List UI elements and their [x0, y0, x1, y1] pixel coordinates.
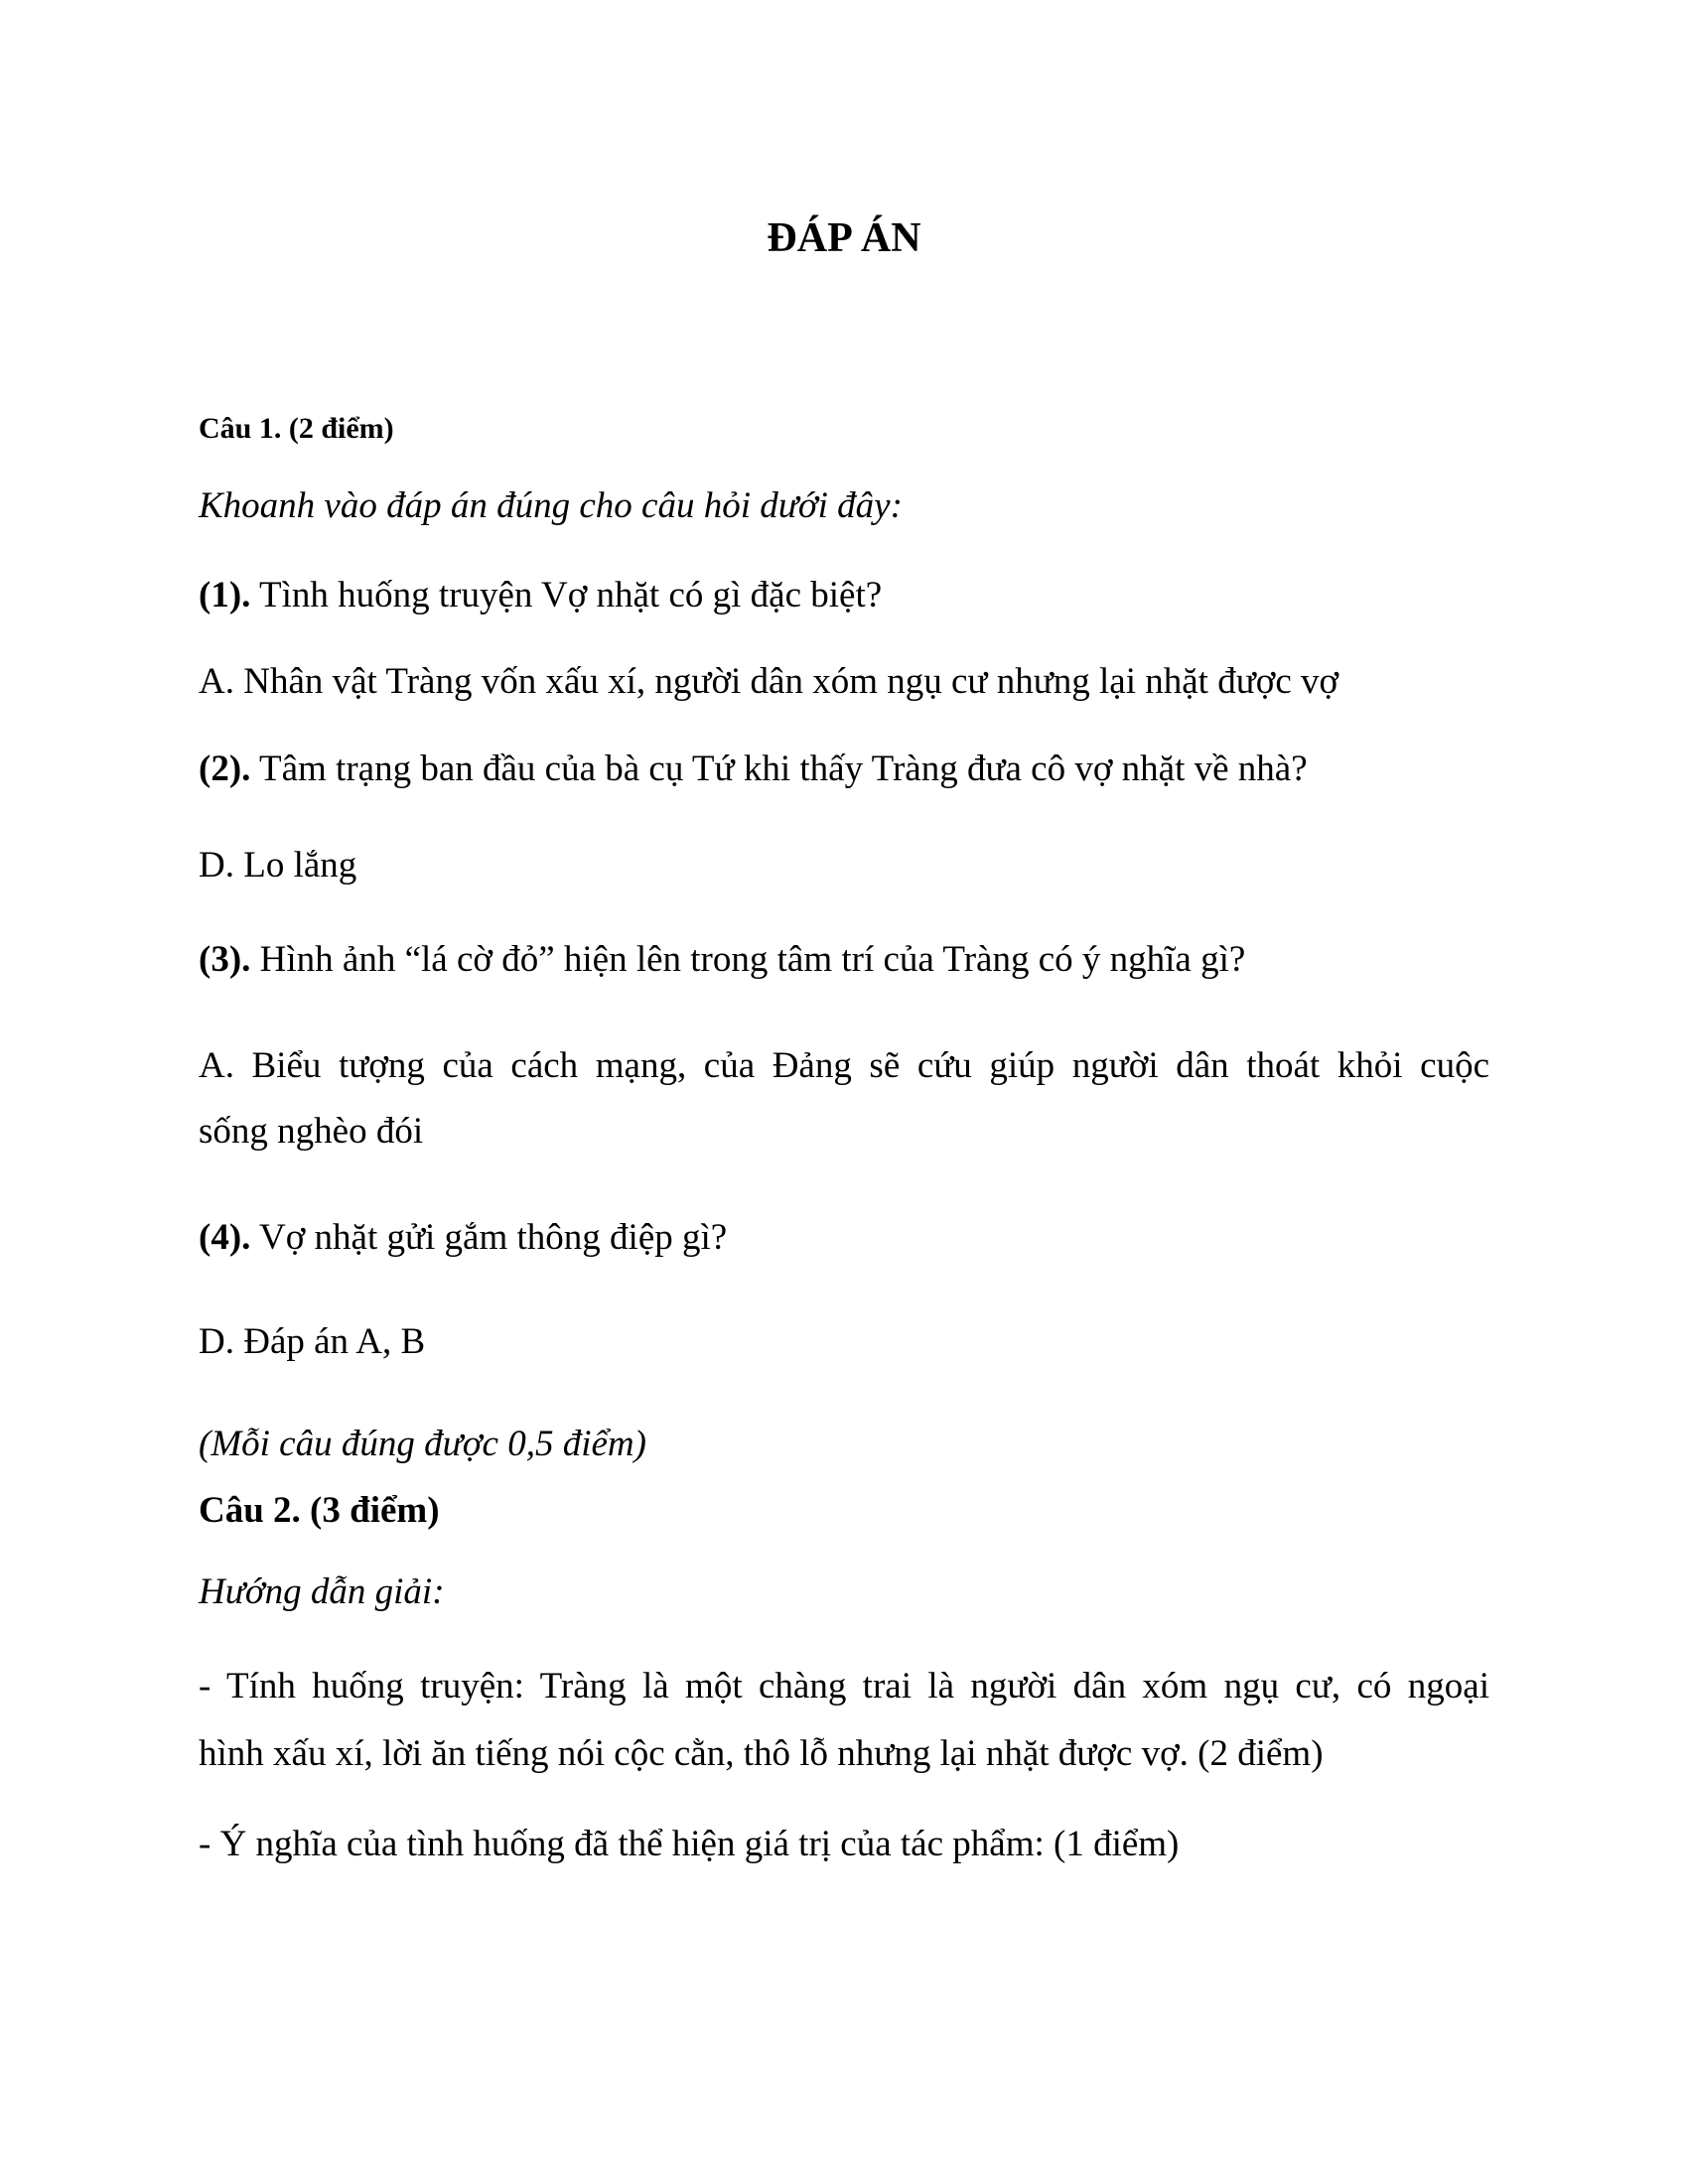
q1-item-2-question — [199, 748, 1308, 791]
question-text: Tâm trạng ban đầu của bà cụ Tứ khi thấy Tràng đưa cô vợ nhặt về nhà? — [250, 749, 1308, 789]
question-text: Hình ảnh “lá cờ đỏ” hiện lên trong tâm trí của Tràng có ý nghĩa gì? — [250, 939, 1246, 980]
page-title: ĐÁP ÁN — [767, 215, 921, 261]
question-number: (2). — [199, 749, 251, 789]
question-number: (1). — [199, 575, 251, 615]
q1-heading: Câu 1. (2 điểm) — [199, 412, 394, 445]
q2-paragraph-2: - Ý nghĩa của tình huống đã thể hiện giá trị của tác phẩm: (1 điểm) — [199, 1824, 1180, 1864]
q2-heading: Câu 2. (3 điểm) — [199, 1490, 440, 1531]
q1-instruction: Khoanh vào đáp án đúng cho câu hỏi dưới đây: — [199, 485, 903, 526]
q1-item-1-question — [199, 574, 882, 617]
q1-item-4-question — [199, 1216, 727, 1260]
q1-scoring-note: (Mỗi câu đúng được 0,5 điểm) — [199, 1424, 646, 1464]
question-number: (4). — [199, 1217, 251, 1258]
q2-guide-label: Hướng dẫn giải: — [199, 1571, 445, 1612]
question-text: Vợ nhặt gửi gắm thông điệp gì? — [250, 1217, 728, 1258]
q1-item-3-answer-line-1: A. Biểu tượng của cách mạng, của Đảng sẽ cứu giúp người dân thoát khỏi cuộc — [199, 1045, 1489, 1086]
question-text: Tình huống truyện Vợ nhặt có gì đặc biệt? — [250, 575, 883, 615]
q1-item-3-question — [199, 938, 1245, 982]
q1-item-1-answer: A. Nhân vật Tràng vốn xấu xí, người dân xóm ngụ cư nhưng lại nhặt được vợ — [199, 661, 1339, 702]
q1-item-3-answer-line-2: sống nghèo đói — [199, 1111, 424, 1152]
q1-item-4-answer: D. Đáp án A, B — [199, 1321, 426, 1362]
q1-item-2-answer: D. Lo lắng — [199, 845, 357, 886]
question-number: (3). — [199, 939, 251, 980]
q2-paragraph-1-line-1: - Tính huống truyện: Tràng là một chàng trai là người dân xóm ngụ cư, có ngoại — [199, 1666, 1489, 1706]
q2-paragraph-1-line-2: hình xấu xí, lời ăn tiếng nói cộc cằn, thô lỗ nhưng lại nhặt được vợ. (2 điểm) — [199, 1733, 1324, 1774]
